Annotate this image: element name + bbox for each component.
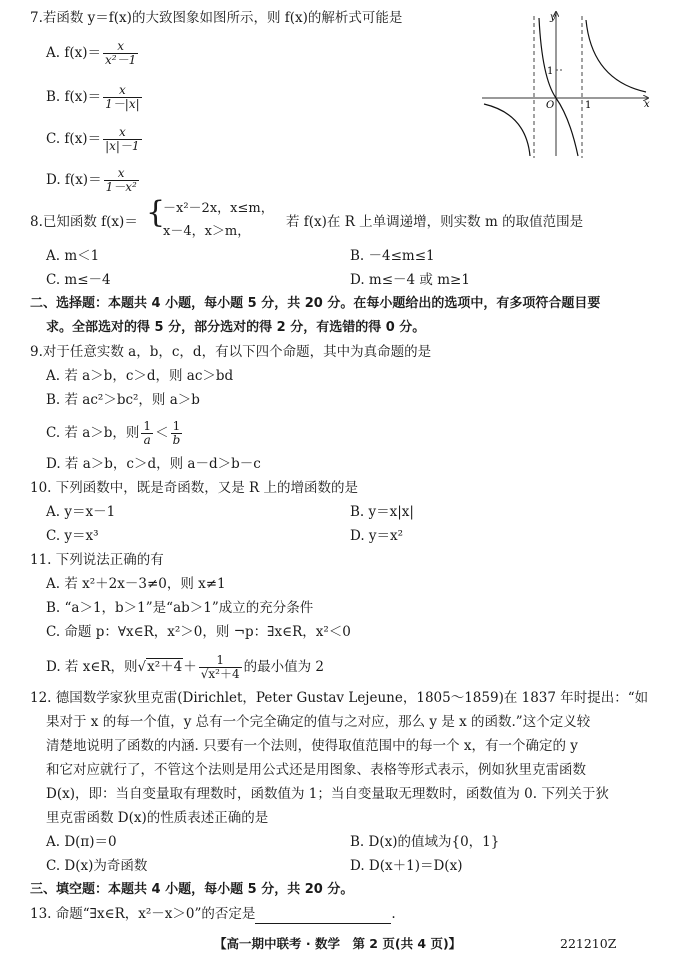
- q7-function-graph: [478, 6, 654, 160]
- curve-right: [586, 20, 646, 92]
- q11-stem: 11. 下列说法正确的有: [30, 552, 164, 568]
- origin-label: O: [546, 100, 555, 111]
- q7-option-d: D. f(x)＝ $\frac{x}{\text{1－x²}}$: [46, 166, 137, 194]
- q12-option-b: B. D(x)的值域为{0，1}: [350, 834, 500, 850]
- curve-left: [484, 104, 530, 156]
- q12-line-4: 和它对应就行了，不管这个法则是用公式还是用图象、表格等形式表示，例如狄里克雷函数: [46, 762, 586, 778]
- q9-option-d: D. 若 a＞b，c＞d，则 a－d＞b－c: [46, 456, 261, 472]
- q9-option-a: A. 若 a＞b，c＞d，则 ac＞bd: [46, 368, 234, 384]
- q13-answer-blank[interactable]: [255, 909, 391, 924]
- q11-option-d: D. 若 x∈R，则√x²＋4＋ $\frac{1}{\text{√x²＋4}}$ 的最小值为 2: [46, 653, 324, 681]
- q9-option-c: C. 若 a＞b，则 $\frac{1}{a}$ ＜ $\frac{1}{b}$: [46, 419, 181, 447]
- q10-option-d: D. y＝x²: [350, 528, 404, 544]
- q11-option-b: B. “a＞1，b＞1”是“ab＞1”成立的充分条件: [46, 600, 314, 616]
- y-axis-label: y: [550, 12, 556, 23]
- q7-option-c: C. f(x)＝ $\frac{x}{|x|-1}$: [46, 125, 140, 153]
- q12-option-c: C. D(x)为奇函数: [46, 858, 148, 874]
- q8-option-a: A. m＜1: [46, 248, 100, 264]
- q12-line-1: 12. 德国数学家狄里克雷(Dirichlet，Peter Gustav Lejeune，1805～1859)在 1837 年时提出：“如: [30, 690, 649, 706]
- q8-option-b: B. －4≤m≤1: [350, 248, 435, 264]
- q9-stem: 9.对于任意实数 a，b，c，d，有以下四个命题，其中为真命题的是: [30, 344, 432, 360]
- q7-option-b: B. f(x)＝ $\frac{x}{1-|x|}$: [46, 83, 140, 111]
- q11-option-c: C. 命题 p：∀x∈R，x²＞0，则 ¬p：∃x∈R，x²＜0: [46, 624, 351, 640]
- section2-line2: 求。全部选对的得 5 分，部分选对的得 2 分，有选错的得 0 分。: [46, 320, 426, 335]
- q12-option-a: A. D(π)＝0: [46, 834, 117, 850]
- piecewise-brace: {: [146, 195, 166, 230]
- q12-line-5: D(x)，即：当自变量取有理数时，函数值为 1；当自变量取无理数时，函数值为 0. 下列关于狄: [46, 786, 609, 802]
- section2-line1: 二、选择题：本题共 4 小题，每小题 5 分，共 20 分。在每小题给出的选项中，有多项符合题目要: [30, 296, 601, 311]
- q10-option-c: C. y＝x³: [46, 528, 99, 544]
- q8-case-2: x－4，x＞m，: [163, 224, 251, 239]
- q7-option-a: A. f(x)＝ $\frac{x}{\text{x²－1}}$: [46, 39, 137, 67]
- q10-stem: 10. 下列函数中，既是奇函数，又是 R 上的增函数的是: [30, 480, 359, 496]
- q8-option-c: C. m≤－4: [46, 272, 111, 288]
- q8-stem-end: 若 f(x)在 R 上单调递增，则实数 m 的取值范围是: [286, 214, 584, 230]
- q12-line-6: 里克雷函数 D(x)的性质表述正确的是: [46, 810, 269, 826]
- footer-title: 【高一期中联考 · 数学 第 2 页(共 4 页)】: [214, 936, 462, 951]
- x-tick-label: 1: [585, 100, 592, 111]
- q13-line: 13. 命题“∃x∈R，x²－x＞0”的否定是 .: [30, 906, 396, 922]
- q8-option-d: D. m≤－4 或 m≥1: [350, 272, 470, 288]
- section3-heading: 三、填空题：本题共 4 小题，每小题 5 分，共 20 分。: [30, 882, 354, 897]
- footer-code: 221210Z: [560, 936, 617, 951]
- curve-middle: [539, 18, 578, 156]
- q12-line-2: 果对于 x 的每一个值，y 总有一个完全确定的值与之对应，那么 y 是 x 的函数.”这个定义较: [46, 714, 591, 730]
- q8-stem-start: 8.已知函数 f(x)＝: [30, 214, 138, 230]
- q12-option-d: D. D(x＋1)＝D(x): [350, 858, 463, 874]
- q10-option-a: A. y＝x－1: [46, 504, 116, 520]
- y-tick-label: 1: [547, 66, 554, 77]
- q7-stem: 7.若函数 y＝f(x)的大致图象如图所示，则 f(x)的解析式可能是: [30, 10, 403, 26]
- q9-option-b: B. 若 ac²＞bc²，则 a＞b: [46, 392, 200, 408]
- q8-case-1: －x²－2x，x≤m，: [163, 201, 274, 216]
- q10-option-b: B. y＝x|x|: [350, 504, 414, 520]
- q12-line-3: 清楚地说明了函数的内涵. 只要有一个法则，使得取值范围中的每一个 x，有一个确定的 y: [46, 738, 578, 754]
- x-axis-label: x: [644, 99, 650, 110]
- q11-option-a: A. 若 x²＋2x－3≠0，则 x≠1: [46, 576, 226, 592]
